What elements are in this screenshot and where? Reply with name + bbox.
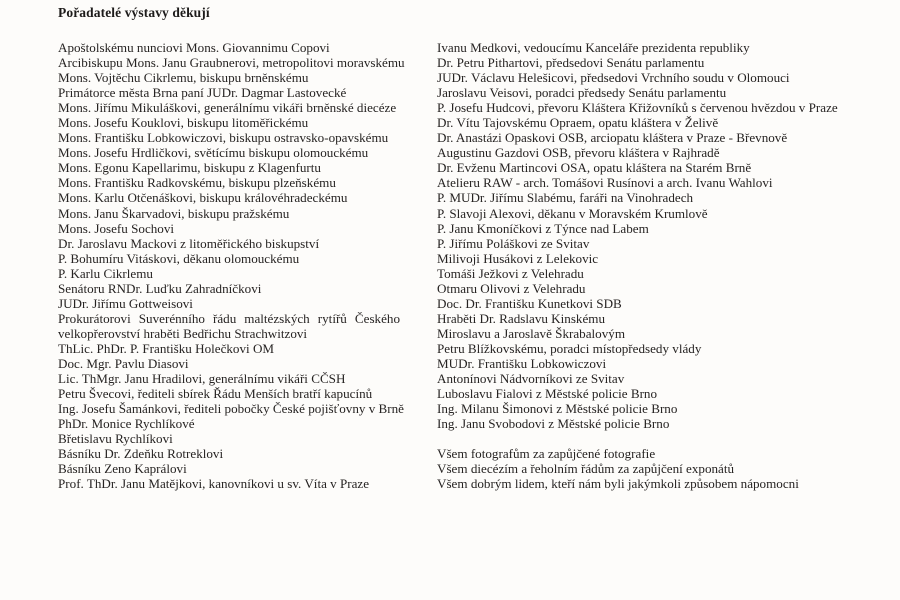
list-item: P. Slavoji Alexovi, děkanu v Moravském Krumlově bbox=[437, 205, 708, 221]
list-item: Tomáši Ježkovi z Velehradu bbox=[437, 265, 584, 281]
list-item: Mons. Janu Škarvadovi, biskupu pražskému bbox=[58, 205, 290, 221]
list-item: ThLic. PhDr. P. Františku Holečkovi OM bbox=[58, 340, 275, 356]
list-item: P. Bohumíru Vitáskovi, děkanu olomouckému bbox=[58, 250, 300, 266]
list-item: Mons. Josefu Hrdličkovi, světícímu biskupu olomouckému bbox=[58, 145, 369, 161]
page-title: Pořadatelé výstavy děkují bbox=[58, 5, 210, 20]
acknowledgements-left-column bbox=[58, 40, 410, 491]
list-item: Miroslavu a Jaroslavě Škrabalovým bbox=[437, 325, 625, 341]
list-item: Apoštolskému nunciovi Mons. Giovannimu Copovi bbox=[58, 40, 330, 55]
list-item: Senátoru RNDr. Luďku Zahradníčkovi bbox=[58, 280, 262, 296]
list-item-wrapped: Prokurátorovi Suverénního řádu maltézských rytířů Českého velkopřerovství hraběti Bedřichu Strachwitzovi bbox=[58, 310, 400, 341]
list-item: Dr. Anastázi Opaskovi OSB, arciopatu kláštera v Praze - Břevnově bbox=[437, 130, 788, 146]
list-item: Luboslavu Fialovi z Městské policie Brno bbox=[437, 386, 658, 402]
list-item: MUDr. Františku Lobkowiczovi bbox=[437, 355, 607, 371]
list-item: Dr. Evženu Martincovi OSA, opatu kláštera na Starém Brně bbox=[437, 160, 752, 176]
list-item: Všem fotografům za zapůjčené fotografie bbox=[437, 446, 656, 462]
list-item: Dr. Petru Pithartovi, předsedovi Senátu parlamentu bbox=[437, 55, 705, 71]
list-item: P. MUDr. Jiřímu Slabému, faráři na Vinohradech bbox=[437, 190, 694, 206]
list-item: Atelieru RAW - arch. Tomášovi Rusínovi a arch. Ivanu Wahlovi bbox=[437, 175, 773, 191]
list-item: JUDr. Václavu Helešicovi, předsedovi Vrchního soudu v Olomouci bbox=[437, 70, 790, 86]
list-item: Všem diecézím a řeholním řádům za zapůjčení exponátů bbox=[437, 461, 735, 477]
list-item: Básníku Zeno Kaprálovi bbox=[58, 461, 187, 477]
list-item: Doc. Mgr. Pavlu Diasovi bbox=[58, 355, 189, 371]
list-item: Ing. Milanu Šimonovi z Městské policie Brno bbox=[437, 401, 678, 417]
list-item: P. Janu Kmoníčkovi z Týnce nad Labem bbox=[437, 220, 649, 236]
list-item: Lic. ThMgr. Janu Hradilovi, generálnímu vikáři CČSH bbox=[58, 371, 346, 387]
left-column-list-top bbox=[58, 40, 410, 311]
list-item: Doc. Dr. Františku Kunetkovi SDB bbox=[437, 295, 622, 311]
list-item: Dr. Jaroslavu Mackovi z litoměřického biskupství bbox=[58, 235, 320, 251]
list-item: Mons. Vojtěchu Cikrlemu, biskupu brněnskému bbox=[58, 70, 309, 86]
right-column-closing-list bbox=[437, 446, 829, 491]
paragraph-spacer bbox=[437, 431, 829, 446]
list-item: Milivoji Husákovi z Lelekovic bbox=[437, 250, 599, 266]
list-item: P. Karlu Cikrlemu bbox=[58, 265, 153, 281]
list-item: Mons. Františku Radkovskému, biskupu plzeňskému bbox=[58, 175, 336, 191]
left-column-list-bottom bbox=[58, 341, 410, 491]
list-item: Mons. Josefu Sochovi bbox=[58, 220, 175, 236]
list-item: Mons. Josefu Kouklovi, biskupu litoměřickému bbox=[58, 115, 309, 131]
list-item: Arcibiskupu Mons. Janu Graubnerovi, metropolitovi moravskému bbox=[58, 55, 405, 71]
list-item: Ivanu Medkovi, vedoucímu Kanceláře prezidenta republiky bbox=[437, 40, 750, 55]
list-item: P. Josefu Hudcovi, převoru Kláštera Křižovníků s červenou hvězdou v Praze bbox=[437, 100, 838, 116]
list-item: Primátorce města Brna paní JUDr. Dagmar Lastovecké bbox=[58, 85, 347, 101]
list-item: Mons. Karlu Otčenáškovi, biskupu královéhradeckému bbox=[58, 190, 348, 206]
list-item: Jaroslavu Veisovi, poradci předsedy Senátu parlamentu bbox=[437, 85, 727, 101]
list-item: Básníku Dr. Zdeňku Rotreklovi bbox=[58, 446, 224, 462]
list-item: Mons. Egonu Kapellarimu, biskupu z Klagenfurtu bbox=[58, 160, 321, 176]
list-item: Ing. Janu Svobodovi z Městské policie Brno bbox=[437, 416, 670, 432]
list-item: Petru Blížkovskému, poradci místopředsedy vlády bbox=[437, 340, 702, 356]
right-column-list bbox=[437, 40, 838, 432]
list-item: Ing. Josefu Šamánkovi, řediteli pobočky České pojišťovny v Brně bbox=[58, 401, 404, 417]
list-item: JUDr. Jiřímu Gottweisovi bbox=[58, 295, 193, 311]
list-item: Petru Švecovi, řediteli sbírek Řádu Menších bratří kapucínů bbox=[58, 386, 373, 402]
list-item: Mons. Františku Lobkowiczovi, biskupu ostravsko-opavskému bbox=[58, 130, 389, 146]
list-item: Dr. Vítu Tajovskému Opraem, opatu kláštera v Želivě bbox=[437, 115, 719, 131]
list-item: PhDr. Monice Rychlíkové bbox=[58, 416, 195, 432]
list-item: Otmaru Olivovi z Velehradu bbox=[437, 280, 586, 296]
list-item: Prof. ThDr. Janu Matějkovi, kanovníkovi u sv. Víta v Praze bbox=[58, 476, 370, 492]
list-item: Břetislavu Rychlíkovi bbox=[58, 431, 173, 447]
list-item: Všem dobrým lidem, kteří nám byli jakýmkoli způsobem nápomocni bbox=[437, 476, 799, 492]
list-item: Mons. Jiřímu Mikuláškovi, generálnímu vikáři brněnské diecéze bbox=[58, 100, 397, 116]
list-item: Antonínovi Nádvorníkovi ze Svitav bbox=[437, 371, 625, 387]
list-item: P. Jiřímu Poláškovi ze Svitav bbox=[437, 235, 590, 251]
acknowledgements-right-column bbox=[437, 40, 838, 492]
list-item: Augustinu Gazdovi OSB, převoru kláštera v Rajhradě bbox=[437, 145, 720, 161]
list-item: Hraběti Dr. Radslavu Kinskému bbox=[437, 310, 606, 326]
